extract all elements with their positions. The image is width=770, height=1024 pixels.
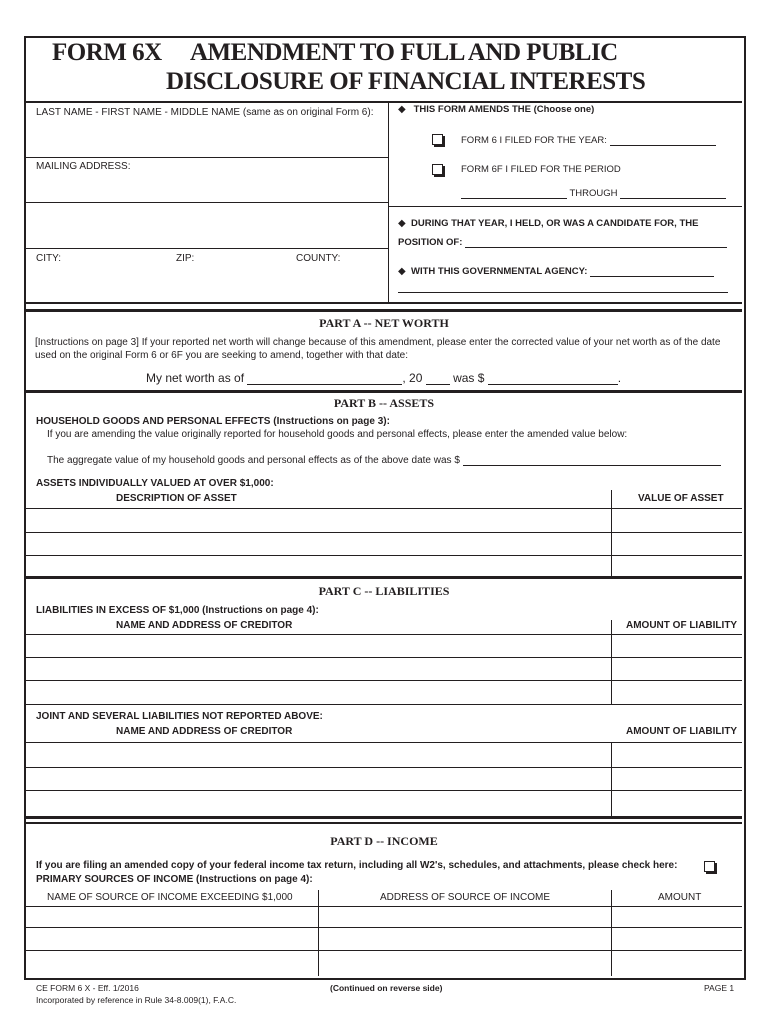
part-d-rule-2 — [26, 822, 742, 824]
income-row[interactable] — [28, 908, 742, 926]
net-worth-date-field[interactable] — [247, 373, 402, 385]
diamond-bullet-icon: ◆ — [398, 218, 406, 229]
period-end-field[interactable] — [620, 187, 726, 199]
income-row-line — [26, 950, 742, 951]
position-field[interactable] — [465, 236, 727, 248]
income-row-line — [26, 906, 742, 907]
liability-row[interactable] — [28, 659, 742, 679]
assets-row-line — [26, 555, 742, 556]
household-value-field[interactable] — [463, 454, 721, 466]
period-row — [461, 187, 726, 199]
form6-label: FORM 6 I FILED FOR THE YEAR: — [461, 135, 607, 146]
income-row[interactable] — [28, 929, 742, 949]
form-number: FORM 6X — [52, 39, 162, 66]
household-value-row — [47, 454, 721, 466]
net-worth-end: . — [617, 371, 622, 385]
checkbox-icon — [704, 861, 715, 872]
agency-field[interactable] — [590, 265, 714, 277]
through-label: THROUGH — [569, 188, 618, 199]
county-label: COUNTY: — [296, 253, 341, 264]
joint-row-line — [26, 742, 742, 743]
household-instructions: If you are amending the value originally reported for household goods and personal effects, please enter the amended value below: — [47, 429, 628, 440]
part-b-title: PART B -- ASSETS — [333, 396, 435, 410]
agency-row — [398, 265, 714, 277]
liability-row[interactable] — [28, 682, 742, 702]
part-a-instructions-1: [Instructions on page 3] If your reported net worth will change because of this amendment, please enter the corrected value of your net worth as of the date — [35, 337, 721, 348]
liabilities-row-line — [26, 704, 742, 705]
part-a-title: PART A -- NET WORTH — [319, 316, 449, 330]
income-address-header: ADDRESS OF SOURCE OF INCOME — [380, 892, 551, 903]
address-label: MAILING ADDRESS: — [36, 161, 131, 172]
agency-label: WITH THIS GOVERNMENTAL AGENCY: — [410, 266, 588, 277]
joint-heading: JOINT AND SEVERAL LIABILITIES NOT REPORTED ABOVE: — [36, 711, 323, 722]
liabilities-row-line — [26, 657, 742, 658]
address-field[interactable] — [28, 174, 386, 244]
name-label: LAST NAME - FIRST NAME - MIDDLE NAME (same as on original Form 6): — [36, 107, 374, 118]
net-worth-prefix: My net worth as of — [146, 371, 245, 385]
asset-row[interactable] — [28, 534, 742, 554]
form-title-line2: DISCLOSURE OF FINANCIAL INTERESTS — [166, 68, 646, 95]
liabilities-heading: LIABILITIES IN EXCESS OF $1,000 (Instructions on page 4): — [36, 605, 319, 616]
net-worth-year-field[interactable] — [426, 373, 450, 385]
header-divider — [26, 101, 742, 103]
form-title-line1: AMENDMENT TO FULL AND PUBLIC — [190, 39, 618, 66]
footer-continued: (Continued on reverse side) — [330, 983, 443, 993]
form6f-label: FORM 6F I FILED FOR THE PERIOD — [461, 164, 621, 175]
joint-liability-row[interactable] — [28, 792, 742, 814]
part-a-rule-2 — [26, 309, 742, 312]
joint-liability-row[interactable] — [28, 769, 742, 789]
net-worth-was-label: was $ — [453, 371, 485, 385]
address-divider-2 — [26, 248, 388, 249]
creditor-header: NAME AND ADDRESS OF CREDITOR — [116, 620, 293, 631]
checkbox-form6[interactable] — [432, 131, 443, 149]
income-name-header: NAME OF SOURCE OF INCOME EXCEEDING $1,000 — [47, 892, 293, 903]
part-d-rule — [26, 816, 742, 819]
checkbox-icon — [432, 134, 443, 145]
liabilities-row-line — [26, 634, 742, 635]
city-field[interactable] — [28, 266, 168, 298]
income-row-line — [26, 927, 742, 928]
joint-row-line — [26, 790, 742, 791]
liability-row[interactable] — [28, 636, 742, 656]
position-label-2: POSITION OF: — [398, 237, 463, 248]
assets-row-line — [26, 532, 742, 533]
part-a-instructions-2: used on the original Form 6 or 6F you are seeking to amend, together with that date: — [35, 350, 408, 361]
joint-row-line — [26, 767, 742, 768]
liabilities-row-line — [26, 680, 742, 681]
diamond-bullet-icon: ◆ — [398, 266, 406, 277]
zip-label: ZIP: — [176, 253, 195, 264]
part-c-rule — [26, 576, 742, 579]
checkbox-icon — [432, 164, 443, 175]
agency-field-line2[interactable] — [398, 292, 728, 293]
asset-description-header: DESCRIPTION OF ASSET — [116, 493, 237, 504]
net-worth-value-field[interactable] — [488, 373, 618, 385]
part-c-title: PART C -- LIABILITIES — [318, 584, 450, 598]
liability-amount-header: AMOUNT OF LIABILITY — [626, 620, 738, 631]
amends-label: THIS FORM AMENDS THE (Choose one) — [413, 104, 595, 115]
form6-row — [461, 134, 716, 146]
part-a-rule — [26, 302, 742, 304]
position-row-2 — [398, 236, 727, 248]
footer-page: PAGE 1 — [704, 983, 735, 993]
income-row[interactable] — [28, 952, 742, 974]
filer-column-divider — [388, 102, 389, 302]
joint-liability-row[interactable] — [28, 744, 742, 766]
name-field[interactable] — [28, 120, 386, 156]
amends-label-row — [398, 104, 594, 115]
asset-row[interactable] — [28, 510, 742, 531]
position-row-1 — [398, 218, 698, 229]
city-label: CITY: — [36, 253, 62, 264]
period-start-field[interactable] — [461, 187, 567, 199]
county-field[interactable] — [294, 266, 386, 298]
footer-incorporated: Incorporated by reference in Rule 34-8.009(1), F.A.C. — [36, 995, 237, 1005]
diamond-bullet-icon: ◆ — [398, 104, 406, 115]
position-label-1: DURING THAT YEAR, I HELD, OR WAS A CANDIDATE FOR, THE — [410, 218, 699, 229]
asset-value-header: VALUE OF ASSET — [638, 493, 724, 504]
assets-row-line — [26, 508, 742, 509]
net-worth-year-label: , 20 — [402, 371, 423, 385]
part-d-title: PART D -- INCOME — [330, 834, 438, 848]
form6-year-field[interactable] — [610, 134, 716, 146]
asset-row[interactable] — [28, 557, 742, 575]
tax-return-text: If you are filing an amended copy of your federal income tax return, including all W2's, schedules, and attachments, please check here: — [36, 860, 678, 871]
checkbox-tax-return[interactable] — [704, 858, 715, 876]
joint-creditor-header: NAME AND ADDRESS OF CREDITOR — [116, 726, 293, 737]
income-amount-header: AMOUNT — [658, 892, 702, 903]
primary-income-heading: PRIMARY SOURCES OF INCOME (Instructions on page 4): — [36, 874, 313, 885]
household-heading: HOUSEHOLD GOODS AND PERSONAL EFFECTS (Instructions on page 3): — [36, 416, 390, 427]
name-divider — [26, 157, 388, 158]
joint-amount-header: AMOUNT OF LIABILITY — [626, 726, 738, 737]
zip-field[interactable] — [172, 266, 290, 298]
amends-divider — [388, 206, 742, 207]
part-b-rule — [26, 390, 742, 393]
footer-form-id: CE FORM 6 X - Eff. 1/2016 — [36, 983, 139, 993]
address-divider-1 — [26, 202, 388, 203]
checkbox-form6f[interactable] — [432, 161, 443, 179]
assets-heading: ASSETS INDIVIDUALLY VALUED AT OVER $1,000: — [36, 478, 274, 489]
net-worth-row — [146, 371, 621, 385]
household-value-label: The aggregate value of my household goods and personal effects as of the above date was $ — [47, 455, 460, 466]
